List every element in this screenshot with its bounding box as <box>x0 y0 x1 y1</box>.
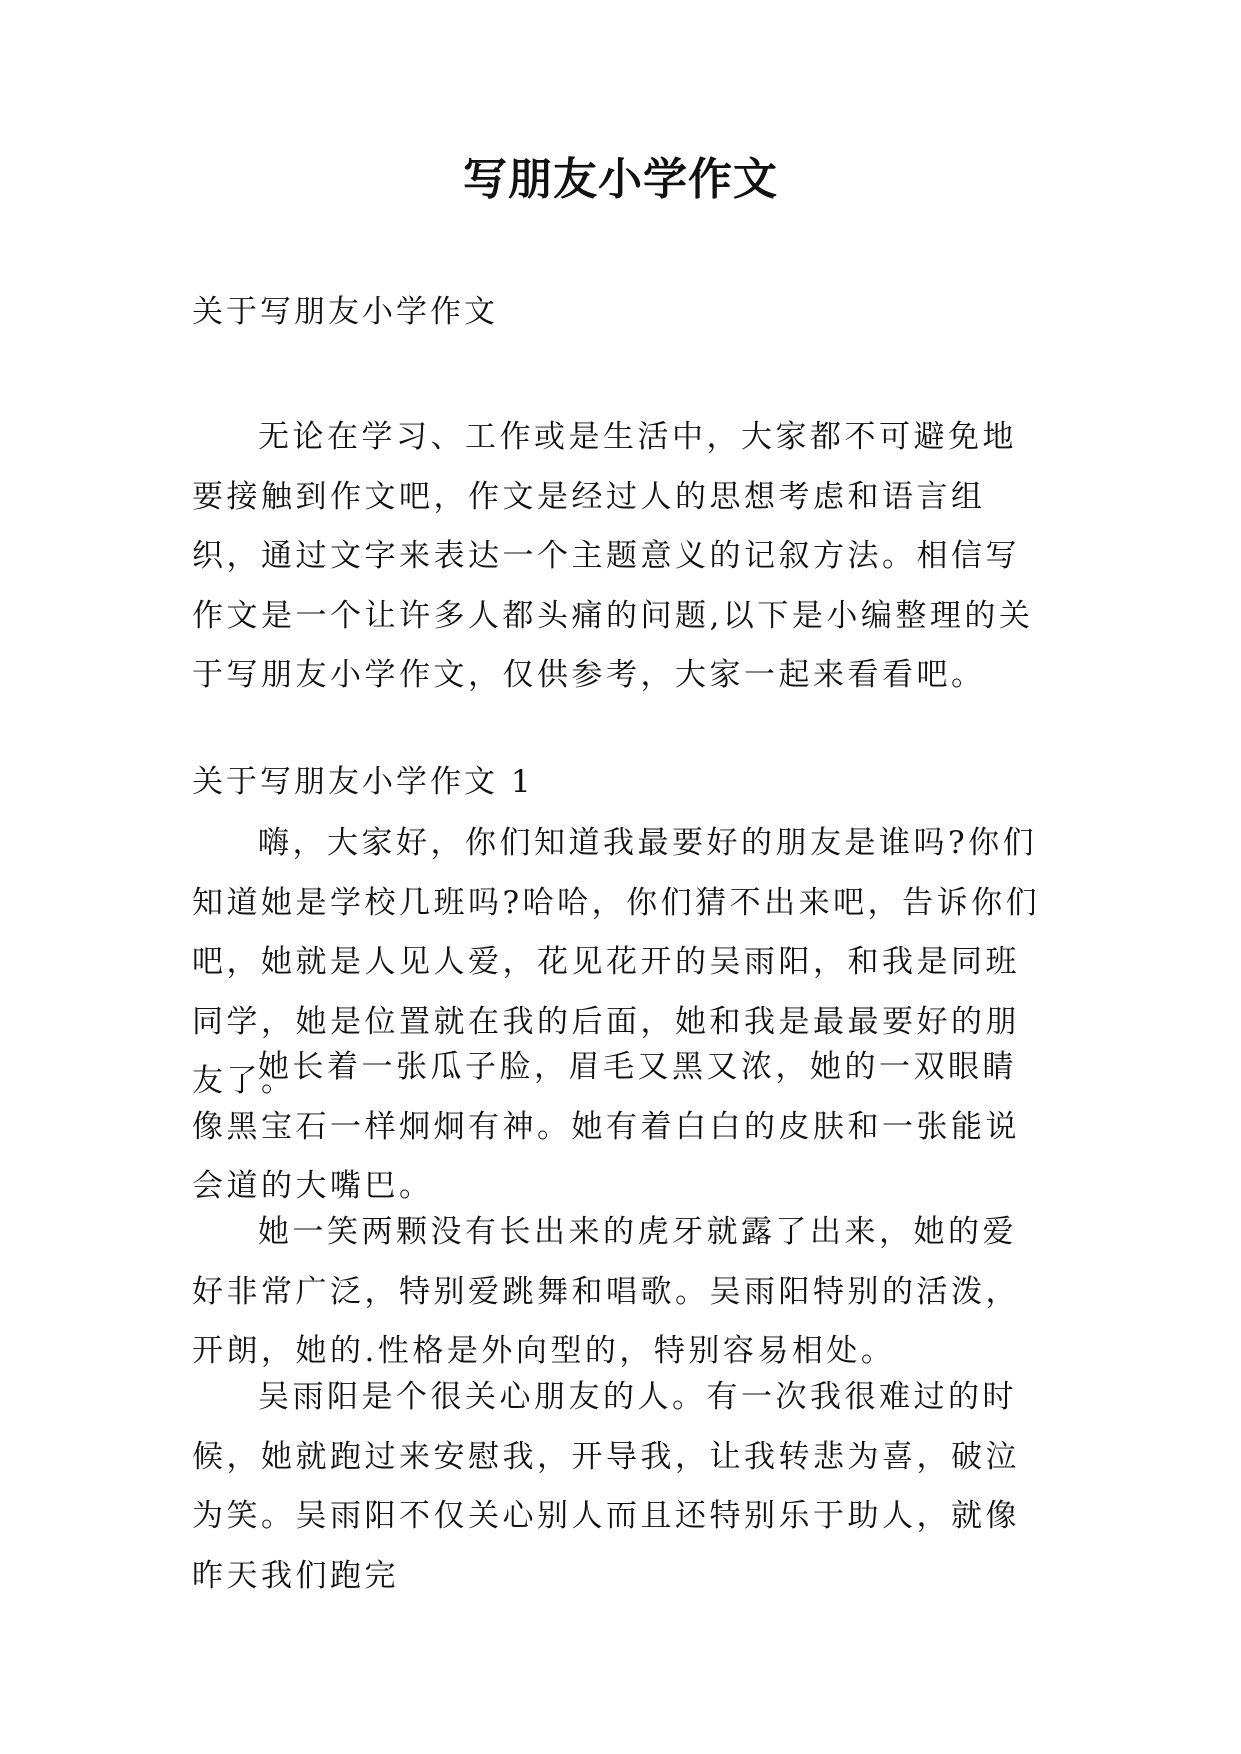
body-paragraph: 她一笑两颗没有长出来的虎牙就露了出来，她的爱好非常广泛，特别爱跳舞和唱歌。吴雨阳特别的活泼，开朗，她的.性格是外向型的，特别容易相处。 <box>192 1214 1020 1369</box>
body-paragraph: 吴雨阳是个很关心朋友的人。有一次我很难过的时候，她就跑过来安慰我，开导我，让我转悲为喜，破泣为笑。吴雨阳不仅关心别人而且还特别乐于助人，就像昨天我们跑完 <box>192 1379 1020 1594</box>
document-subtitle: 关于写朋友小学作文 <box>192 294 498 330</box>
document-title: 写朋友小学作文 <box>463 154 778 205</box>
section-heading: 关于写朋友小学作文 1 <box>192 764 534 800</box>
body-paragraph: 她长着一张瓜子脸，眉毛又黑又浓，她的一双眼睛像黑宝石一样炯炯有神。她有着白白的皮肤和一张能说会道的大嘴巴。 <box>192 1049 1020 1204</box>
intro-paragraph: 无论在学习、工作或是生活中，大家都不可避免地要接触到作文吧，作文是经过人的思想考虑和语言组织，通过文字来表达一个主题意义的记叙方法。相信写作文是一个让许多人都头痛的问题,以下是小编整理的关于写朋友小学作文，仅供参考，大家一起来看看吧。 <box>192 419 1034 693</box>
body-paragraph: 嗨，大家好，你们知道我最要好的朋友是谁吗?你们知道她是学校几班吗?哈哈，你们猜不出来吧，告诉你们吧，她就是人见人爱，花见花开的吴雨阳，和我是同班同学，她是位置就在我的后面，她和我是最最要好的朋友了。 <box>192 825 1041 1099</box>
